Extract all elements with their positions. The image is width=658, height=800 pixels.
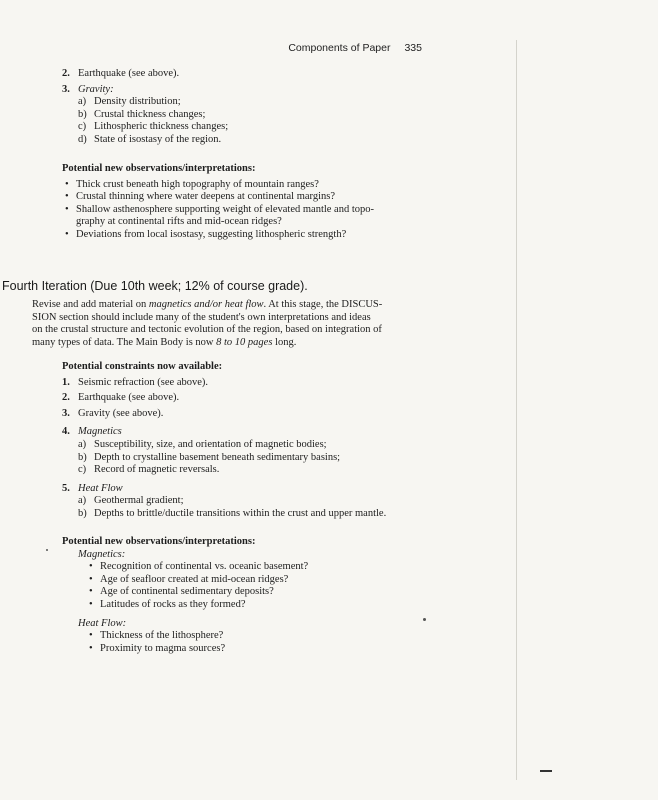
list-item — [62, 84, 432, 97]
constraints-heading: Potential constraints now available: — [62, 361, 223, 372]
section-paragraph — [32, 299, 424, 349]
sub-item — [78, 109, 432, 122]
sub-label: b) — [78, 108, 87, 120]
sub-item — [78, 464, 442, 477]
sub-label: a) — [78, 438, 87, 450]
para-italic: magnetics and/or heat flow — [148, 299, 264, 310]
item-number: 2. — [62, 392, 70, 404]
sub-label: c) — [78, 464, 87, 476]
stray-dot — [423, 618, 426, 621]
sub-text: Depths to brittle/ductile transitions within the crust and upper mantle. — [94, 507, 387, 519]
sub-item — [78, 134, 432, 147]
list-item — [62, 408, 442, 421]
list-item — [62, 392, 442, 405]
sub-text: State of isostasy of the region. — [94, 133, 222, 145]
item-title: Heat Flow — [78, 482, 123, 494]
section-heading: Fourth Iteration (Due 10th week; 12% of course grade). — [2, 279, 308, 293]
page-edge-shadow — [516, 40, 517, 780]
sub-item — [78, 452, 442, 465]
item-number: 4. — [62, 426, 70, 438]
sub-label: a) — [78, 495, 87, 507]
observations-block-2 — [62, 536, 422, 655]
para-text: long. — [272, 336, 297, 348]
para-text: many types of data. The Main Body is now — [32, 336, 217, 348]
sub-item — [78, 439, 442, 452]
bullet-item: • Recognition of continental vs. oceanic basement? — [86, 561, 422, 574]
sub-label: c) — [78, 121, 87, 133]
sub-text: Density distribution; — [94, 96, 181, 108]
bullet-item: • Proximity to magma sources? — [86, 643, 422, 656]
margin-dash-mark — [540, 770, 552, 772]
sub-label: a) — [78, 96, 87, 108]
observations-block — [62, 163, 430, 242]
running-head-title: Components of Paper — [288, 42, 391, 54]
bullet-item: • Shallow asthenosphere supporting weight of elevated mantle and topo- — [62, 204, 430, 217]
sub-text: Susceptibility, size, and orientation of magnetic bodies; — [94, 438, 327, 450]
sub-label: b) — [78, 451, 87, 463]
item-title: Gravity: — [78, 83, 114, 95]
sub-text: Record of magnetic reversals. — [94, 464, 220, 476]
item-text: Earthquake (see above). — [78, 68, 180, 79]
bullet-item: • Age of seafloor created at mid-ocean ridges? — [86, 574, 422, 587]
running-head — [288, 42, 422, 54]
sub-text: Lithospheric thickness changes; — [94, 121, 229, 133]
item-text: Gravity (see above). — [78, 407, 164, 419]
item-text: Seismic refraction (see above). — [78, 376, 209, 388]
magnetics-label: Magnetics: — [78, 548, 126, 560]
item-number: 3. — [62, 83, 70, 95]
item-number: 1. — [62, 376, 70, 388]
para-text: Revise and add material on — [32, 299, 149, 310]
observations-heading: Potential new observations/interpretations: — [62, 536, 256, 547]
bullet-item: • Latitudes of rocks as they formed? — [86, 599, 422, 612]
top-list — [62, 68, 432, 147]
sub-label: d) — [78, 133, 87, 145]
bullet-continuation: graphy at continental rifts and mid-ocean ridges? — [76, 216, 282, 228]
observations-heading: Potential new observations/interpretations: — [62, 163, 256, 174]
sub-item — [78, 495, 442, 508]
stray-dot — [46, 549, 48, 551]
para-italic: 8 to 10 pages — [216, 336, 273, 348]
bullet-item: • Thickness of the lithosphere? — [86, 630, 422, 643]
para-text: on the crustal structure and tectonic evolution of the region, based on integration of — [32, 324, 382, 336]
sub-text: Geothermal gradient; — [94, 495, 184, 507]
list-item — [62, 426, 442, 439]
para-text: . At this stage, the DISCUS- — [263, 299, 383, 310]
bullet-item: • Thick crust beneath high topography of mountain ranges? — [62, 179, 430, 192]
item-text: Earthquake (see above). — [78, 392, 180, 404]
bullet-item: • Crustal thinning where water deepens at continental margins? — [62, 191, 430, 204]
bullet-item: • Age of continental sedimentary deposits? — [86, 586, 422, 599]
item-title: Magnetics — [78, 426, 122, 438]
heatflow-label: Heat Flow: — [78, 617, 127, 629]
constraints-block — [62, 361, 442, 521]
sub-label: b) — [78, 507, 87, 519]
item-number: 3. — [62, 407, 70, 419]
bullet-item: • Deviations from local isostasy, suggesting lithospheric strength? — [62, 229, 430, 242]
item-number: 2. — [62, 68, 70, 79]
list-item — [62, 68, 432, 81]
item-number: 5. — [62, 482, 70, 494]
list-item — [62, 483, 442, 496]
sub-text: Depth to crystalline basement beneath sedimentary basins; — [94, 451, 341, 463]
sub-item — [78, 508, 442, 521]
sub-item — [78, 121, 432, 134]
sub-text: Crustal thickness changes; — [94, 108, 206, 120]
list-item — [62, 377, 442, 390]
para-text: SION section should include many of the student's own interpretations and ideas — [32, 311, 371, 323]
sub-item — [78, 96, 432, 109]
page-number: 335 — [404, 42, 422, 54]
